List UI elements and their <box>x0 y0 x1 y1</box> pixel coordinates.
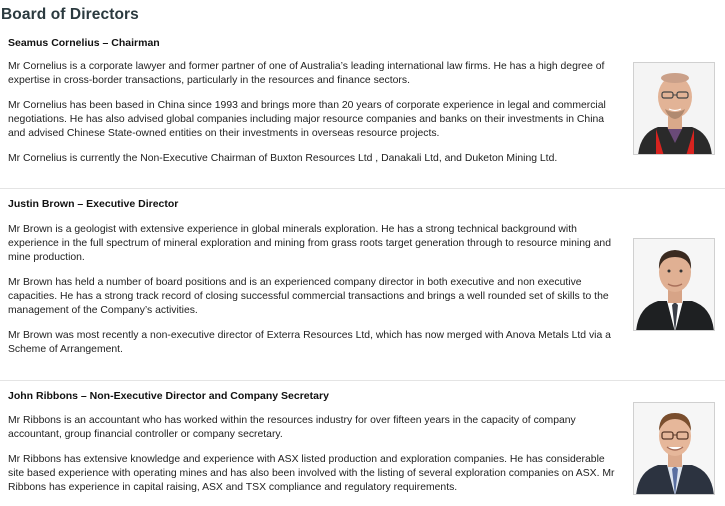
page-title: Board of Directors <box>1 6 139 23</box>
bio-paragraph: Mr Cornelius has been based in China since 1993 and brings more than 20 years of corporate experience in legal and commercial negotiations. He has also advised global companies including major resource companies and banks on their investments in China and advised Chinese State-owned entities on their investments in overseas resource projects. <box>8 100 606 139</box>
bio-paragraph: Mr Brown has held a number of board positions and is an experienced company director in both executive and non executive capacities. He has a strong track record of closing successful commercial transactions and brings a well rounded set of skills to the management of the Company’s activities. <box>8 277 609 316</box>
portrait-photo-icon <box>634 239 715 331</box>
section-divider <box>0 380 725 381</box>
director-photo <box>633 238 715 331</box>
bio-paragraph: Mr Ribbons has extensive knowledge and experience with ASX listed production and exploration companies. He has considerable site based experience with operating mines and has also been involved with the listing of several exploration companies on ASX. Mr Ribbons has experience in capital raising, ASX and TSX compliance and regulatory requirements. <box>8 454 615 493</box>
director-name: John Ribbons – Non-Executive Director and Company Secretary <box>8 390 329 402</box>
bio-paragraph: Mr Cornelius is currently the Non-Executive Chairman of Buxton Resources Ltd , Danakali Ltd, and Duketon Mining Ltd. <box>8 153 558 164</box>
director-name: Justin Brown – Executive Director <box>8 198 179 210</box>
director-photo <box>633 62 715 155</box>
director-bio <box>8 414 620 506</box>
section-divider <box>0 188 725 189</box>
director-bio <box>8 60 620 177</box>
bio-paragraph: Mr Brown is a geologist with extensive experience in global minerals exploration. He has a strong technical background with experience in the full spectrum of mineral exploration and mining from grass roots target generation through to resource mining and mine production. <box>8 224 611 263</box>
director-photo <box>633 402 715 495</box>
bio-paragraph: Mr Cornelius is a corporate lawyer and former partner of one of Australia’s leading international law firms. He has a high degree of expertise in cross-border transactions, particularly in the resources and finance sectors. <box>8 61 605 86</box>
portrait-photo-icon <box>634 403 715 495</box>
portrait-photo-icon <box>634 63 715 155</box>
bio-paragraph: Mr Ribbons is an accountant who has worked within the resources industry for over fifteen years in the capacity of company accountant, group financial controller or company secretary. <box>8 415 576 440</box>
director-name: Seamus Cornelius – Chairman <box>8 37 160 49</box>
director-bio <box>8 223 620 368</box>
bio-paragraph: Mr Brown was most recently a non-executive director of Exterra Resources Ltd, which has now merged with Anova Metals Ltd via a Scheme of Arrangement. <box>8 330 611 355</box>
